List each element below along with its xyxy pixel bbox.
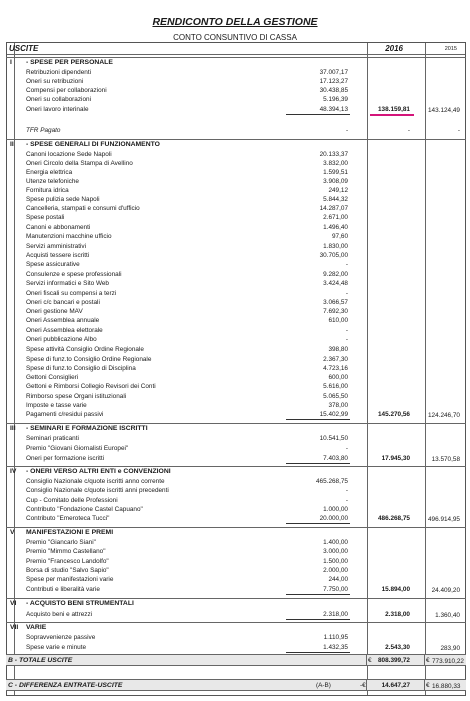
- line-item-label: Oneri Assemblea annuale: [26, 317, 100, 324]
- line-item-value: 2.318,00: [323, 611, 348, 618]
- line-item-value: 7.692,30: [323, 308, 348, 315]
- line-item-label: Compensi per collaborazioni: [26, 87, 107, 94]
- section-prev-total: 13.570,58: [431, 456, 460, 463]
- section-number: I: [10, 59, 12, 66]
- highlight-underline: [370, 114, 414, 116]
- differenza-formula: (A-B): [316, 682, 331, 689]
- line-item-label: Spese attività Consiglio Ordine Regionale: [26, 346, 144, 353]
- line-item-value: 10.541,50: [319, 435, 348, 442]
- line-item-value: 7.750,00: [323, 586, 348, 593]
- line-item-value: 48.394,13: [319, 106, 348, 113]
- line-item-label: Servizi amministrativi: [26, 243, 87, 250]
- section-total: 2.318,00: [385, 611, 410, 618]
- line-item-value: 5.844,32: [323, 196, 348, 203]
- line-item-label: Oneri Circolo della Stampa di Avellino: [26, 160, 133, 167]
- section-prev-total: 283,90: [440, 645, 460, 652]
- line-item-label: Contributi e liberalità varie: [26, 586, 100, 593]
- line-item-value: 5.065,50: [323, 393, 348, 400]
- line-item-value: 30.705,00: [319, 252, 348, 259]
- line-item-value: -: [345, 497, 348, 504]
- section-number: III: [10, 425, 16, 432]
- differenza-value: 14.647,27: [381, 682, 410, 689]
- line-item-label: Manutenzioni macchine ufficio: [26, 233, 112, 240]
- line-item-label: Oneri c/c bancari e postali: [26, 299, 100, 306]
- line-item-value: 97,60: [332, 233, 348, 240]
- section-divider: [6, 527, 466, 528]
- line-item-label: Consiglio Nazionale c/quote iscritti anno corrente: [26, 478, 165, 485]
- section-total: 15.894,00: [381, 586, 410, 593]
- subtotal-underline: [286, 619, 350, 620]
- line-item-value: 5.616,00: [323, 383, 348, 390]
- section-title: VARIE: [26, 624, 47, 631]
- total-col-divider: [424, 654, 425, 666]
- col-uscite: USCITE: [9, 44, 39, 53]
- line-item-value: 2.367,30: [323, 356, 348, 363]
- line-item-value: -: [345, 261, 348, 268]
- line-item-label: Rimborso spese Organi istituzionali: [26, 393, 127, 400]
- line-item-value: 1.496,40: [323, 224, 348, 231]
- line-item-value: 465.268,75: [316, 478, 348, 485]
- section-prev-total: 143.124,49: [428, 107, 460, 114]
- line-item-label: Sopravvenienze passive: [26, 634, 96, 641]
- section-title: - SEMINARI E FORMAZIONE ISCRITTI: [26, 425, 148, 432]
- total-prev-euro-sign: €: [426, 657, 430, 664]
- section-divider: [6, 598, 466, 599]
- line-item-value: -: [345, 327, 348, 334]
- section-number: V: [10, 529, 15, 536]
- line-item-value: 5.196,39: [323, 96, 348, 103]
- subtotal-underline: [286, 419, 350, 420]
- total-uscite-prev: 773.910,22: [432, 658, 464, 665]
- subtotal-underline: [286, 652, 350, 653]
- total-col-divider: [366, 679, 367, 691]
- line-item-label: Acquisto beni e attrezzi: [26, 611, 93, 618]
- line-item-label: Retribuzioni dipendenti: [26, 69, 92, 76]
- line-item-value: 7.403,80: [323, 455, 348, 462]
- line-item-label: Cancelleria, stampati e consumi d'ufficio: [26, 205, 140, 212]
- line-item-label: Oneri per formazione iscritti: [26, 455, 105, 462]
- section-prev-total: 24.409,20: [431, 587, 460, 594]
- line-item-label: Spese di funz.to Consiglio Ordine Regionale: [26, 356, 152, 363]
- line-item-label: Canoni locazione Sede Napoli: [26, 151, 112, 158]
- line-item-label: Oneri lavoro interinale: [26, 106, 89, 113]
- section-divider: [6, 139, 466, 140]
- section-title: - ACQUISTO BENI STRUMENTALI: [26, 600, 134, 607]
- line-item-value: 15.402,99: [319, 411, 348, 418]
- section-title: - SPESE PER PERSONALE: [26, 59, 113, 66]
- section-title: - SPESE GENERALI DI FUNZIONAMENTO: [26, 141, 160, 148]
- line-item-label: Consulenze e spese professionali: [26, 271, 122, 278]
- line-item-label: Oneri su retribuzioni: [26, 78, 84, 85]
- differenza-prev: 16.880,33: [432, 683, 461, 690]
- line-item-label: Servizi informatici e Sito Web: [26, 280, 109, 287]
- line-item-label: Spese per manifestazioni varie: [26, 576, 114, 583]
- line-item-value: 398,80: [328, 346, 348, 353]
- line-item-value: 378,00: [328, 402, 348, 409]
- subtotal-underline: [286, 463, 350, 464]
- line-item-value: 9.282,00: [323, 271, 348, 278]
- line-item-value: 3.066,57: [323, 299, 348, 306]
- subtotal-underline: [286, 114, 350, 115]
- section-total: 17.945,30: [381, 455, 410, 462]
- line-item-value: 2.671,00: [323, 214, 348, 221]
- line-item-label: Imposte e tasse varie: [26, 402, 87, 409]
- line-item-label: Pagamenti c/residui passivi: [26, 411, 104, 418]
- line-item-value: 3.424,48: [323, 280, 348, 287]
- line-item-value: 244,00: [328, 576, 348, 583]
- subtotal-underline: [286, 523, 350, 524]
- line-item-label: Spese varie e minute: [26, 644, 87, 651]
- line-item-value: 1.110,95: [323, 634, 348, 641]
- section-total: 486.268,75: [378, 515, 410, 522]
- total-col-divider: [366, 654, 367, 666]
- line-item-label: Premio "Giancarlo Siani": [26, 539, 96, 546]
- line-item-value: 249,12: [328, 187, 348, 194]
- section-total: 145.270,56: [378, 411, 410, 418]
- line-item-label: Canoni e abbonamenti: [26, 224, 91, 231]
- line-item-value: 30.438,85: [319, 87, 348, 94]
- section-prev-total: 124.246,70: [428, 412, 460, 419]
- line-item-label: Oneri Assemblea elettorale: [26, 327, 103, 334]
- report-title: RENDICONTO DELLA GESTIONE: [152, 16, 318, 28]
- col-2016: 2016: [385, 44, 403, 53]
- section-title: MANIFESTAZIONI E PREMI: [26, 529, 114, 536]
- line-item-value: 1.830,00: [323, 243, 348, 250]
- col-2015: 2015: [444, 46, 457, 52]
- line-item-label: Oneri fiscali su compensi a terzi: [26, 290, 117, 297]
- total-uscite-value: 808.399,72: [378, 657, 410, 664]
- line-item-value: 37.007,17: [319, 69, 348, 76]
- line-item-label: Borsa di studio "Salvo Sapio": [26, 567, 109, 574]
- section-divider: [6, 57, 466, 58]
- line-item-label: Gettoni e Rimborsi Collegio Revisori dei Conti: [26, 383, 156, 390]
- line-item-label: Spese postali: [26, 214, 65, 221]
- line-item-prev: -: [457, 127, 460, 134]
- line-item-label: Fornitura idrica: [26, 187, 69, 194]
- section-divider: [6, 622, 466, 623]
- line-item-value: 3.832,00: [323, 160, 348, 167]
- total-col-divider: [424, 679, 425, 691]
- total-uscite-label: B - TOTALE USCITE: [8, 657, 73, 664]
- line-item-value: 3.000,00: [323, 548, 348, 555]
- section-number: IV: [10, 468, 17, 475]
- differenza-euro-sign: -€: [360, 682, 366, 689]
- header-divider: [7, 54, 465, 55]
- differenza-prev-euro-sign: €: [426, 682, 430, 689]
- line-item-value: 1.400,00: [323, 539, 348, 546]
- line-item-label: Spese assicurative: [26, 261, 80, 268]
- line-item-value: -: [345, 445, 348, 452]
- line-item-value: 3.908,09: [323, 178, 348, 185]
- report-subtitle: CONTO CONSUNTIVO DI CASSA: [173, 33, 297, 42]
- section-divider: [6, 466, 466, 467]
- line-item-label: Oneri su collaborazioni: [26, 96, 92, 103]
- line-item-label: Premio "Mimmo Castellano": [26, 548, 106, 555]
- line-item-value: 20.133,37: [319, 151, 348, 158]
- section-number: VI: [10, 600, 17, 607]
- section-total: 2.543,30: [385, 644, 410, 651]
- line-item-label: Contributo "Fondazione Castel Capuano": [26, 506, 143, 513]
- line-item-value: 17.123,27: [319, 78, 348, 85]
- section-title: - ONERI VERSO ALTRI ENTI e CONVENZIONI: [26, 468, 171, 475]
- line-item-value: -: [345, 290, 348, 297]
- section-prev-total: 1.360,40: [435, 612, 460, 619]
- line-item-label: Spese pulizia sede Napoli: [26, 196, 100, 203]
- line-item-value: 1.599,51: [323, 169, 348, 176]
- line-item-label: Premio "Francesco Landolfo": [26, 558, 109, 565]
- section-number: VII: [10, 624, 19, 631]
- differenza-label: C - DIFFERENZA ENTRATE-USCITE: [8, 682, 123, 689]
- subtotal-underline: [286, 594, 350, 595]
- line-item-label: Oneri pubblicazione Albo: [26, 336, 97, 343]
- line-item-label: Utenze telefoniche: [26, 178, 79, 185]
- line-item-value: -: [345, 127, 348, 134]
- line-item-value: -: [345, 487, 348, 494]
- line-item-value: 1.000,00: [323, 506, 348, 513]
- line-item-label: Spese di funz.to Consiglio di Disciplina: [26, 365, 136, 372]
- line-item-label: Cup - Comitato delle Professioni: [26, 497, 118, 504]
- line-item-label: Oneri gestione MAV: [26, 308, 83, 315]
- section-total: 138.159,81: [378, 106, 410, 113]
- line-item-value: 14.287,07: [319, 205, 348, 212]
- section-divider: [6, 423, 466, 424]
- section-prev-total: 496.914,95: [428, 516, 460, 523]
- line-item-label: Gettoni Consiglieri: [26, 374, 79, 381]
- line-item-label: Consiglio Nazionale c/quote iscritti anni precedenti: [26, 487, 169, 494]
- line-item-label: Energia elettrica: [26, 169, 73, 176]
- line-item-value: 610,00: [328, 317, 348, 324]
- line-item-value: 600,00: [328, 374, 348, 381]
- line-item-label: TFR Pagato: [26, 127, 61, 134]
- line-item-label: Seminari praticanti: [26, 435, 79, 442]
- line-item-value: 2.000,00: [323, 567, 348, 574]
- line-item-label: Contributo "Emeroteca Tucci": [26, 515, 110, 522]
- line-item-total: -: [407, 127, 410, 134]
- line-item-value: 20.000,00: [319, 515, 348, 522]
- total-euro-sign: €: [368, 657, 372, 664]
- section-number: II: [10, 141, 14, 148]
- line-item-value: 4.723,16: [323, 365, 348, 372]
- line-item-label: Acquisti tessere iscritti: [26, 252, 90, 259]
- line-item-label: Premio "Giovani Giornalisti Europei": [26, 445, 129, 452]
- line-item-value: 1.432,35: [323, 644, 348, 651]
- line-item-value: 1.500,00: [323, 558, 348, 565]
- line-item-value: -: [345, 336, 348, 343]
